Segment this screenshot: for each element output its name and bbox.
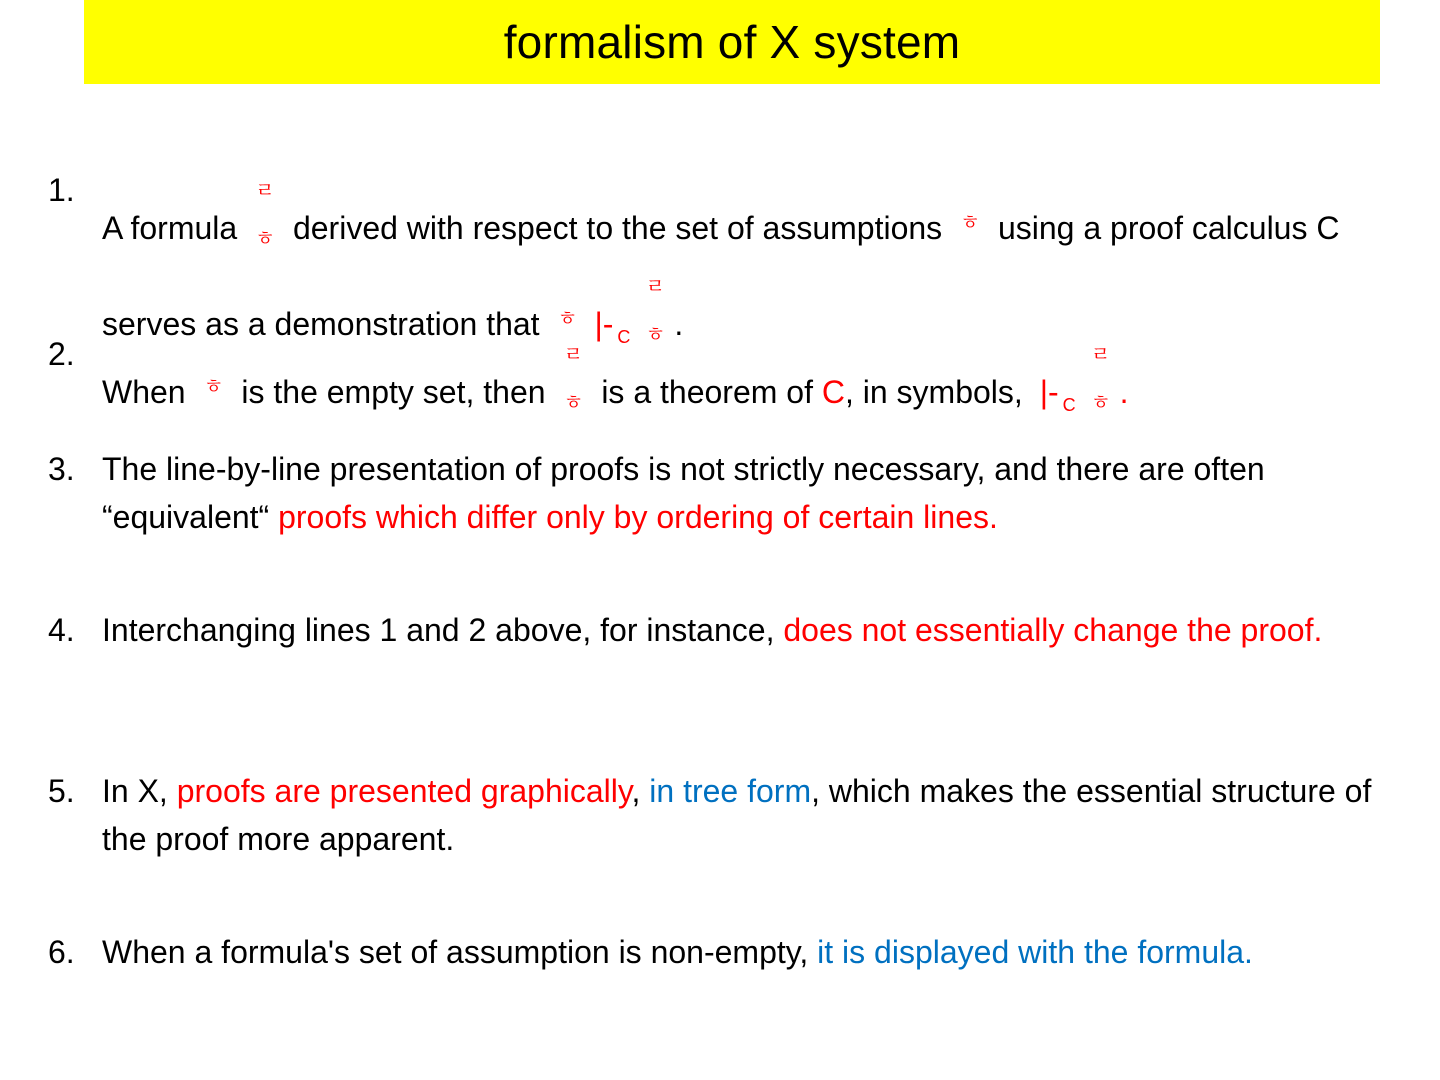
- list-item-text: A formula ㄹㅎ derived with respect to the set of assumptions ㅎ using a proof calculus C serves as a demonstration that ㅎ |- $_C$ㄹㅎ .: [102, 166, 1388, 361]
- calculus-subscript: C: [1062, 395, 1076, 415]
- formula-symbol: ㄹㅎ: [563, 342, 584, 414]
- calculus-name: C: [821, 374, 845, 410]
- emphasis-red: proofs are presented graphically: [176, 773, 632, 809]
- list-item-number: 5.: [48, 773, 75, 809]
- emphasis-blue: it is displayed with the formula.: [817, 934, 1253, 970]
- slide-title-bar: [84, 0, 1380, 84]
- list-item-text: The line-by-line presentation of proofs is not strictly necessary, and there are often “equivalent“ proofs which differ only by ordering of certain lines.: [102, 451, 1265, 535]
- emphasis-red: proofs which differ only by ordering of certain lines.: [278, 499, 998, 535]
- list-item-text: Interchanging lines 1 and 2 above, for instance, does not essentially change the proof.: [102, 612, 1323, 648]
- formula-symbol: ㄹㅎ: [255, 178, 275, 250]
- list-item-5: [48, 767, 1388, 863]
- emphasis-red: does not essentially change the proof.: [783, 612, 1323, 648]
- assumptions-symbol: ㅎ: [557, 306, 578, 330]
- list-item-text: When a formula's set of assumption is non-empty, it is displayed with the formula.: [102, 934, 1253, 970]
- emphasis-blue: in tree form: [649, 773, 812, 809]
- assumptions-symbol: ㅎ: [203, 374, 224, 398]
- list-item-text: In X, proofs are presented graphically, in tree form, which makes the essential structure of the proof more apparent.: [102, 773, 1372, 857]
- list-item-number: 6.: [48, 934, 75, 970]
- list-item-2: [48, 330, 1388, 429]
- formula-symbol: ㄹㅎ: [645, 274, 666, 346]
- list-item-3: [48, 445, 1388, 541]
- list-item-6: [48, 928, 1388, 976]
- assumptions-symbol: ㅎ: [960, 210, 980, 234]
- calculus-subscript: C: [617, 327, 631, 347]
- list-item-number: 4.: [48, 612, 75, 648]
- list-item-number: 2.: [48, 336, 75, 372]
- list-item-number: 1.: [48, 172, 75, 208]
- list-item-text: When ㅎ is the empty set, then ㄹㅎ is a theorem of C, in symbols, |- $_C$ㄹㅎ .: [102, 330, 1388, 429]
- formula-symbol: ㄹㅎ: [1090, 342, 1111, 414]
- slide-title: formalism of X system: [503, 16, 961, 68]
- turnstile-symbol: |-: [1039, 374, 1059, 410]
- turnstile-symbol: |-: [594, 306, 614, 342]
- list-item-4: [48, 606, 1388, 654]
- list-item-number: 3.: [48, 451, 75, 487]
